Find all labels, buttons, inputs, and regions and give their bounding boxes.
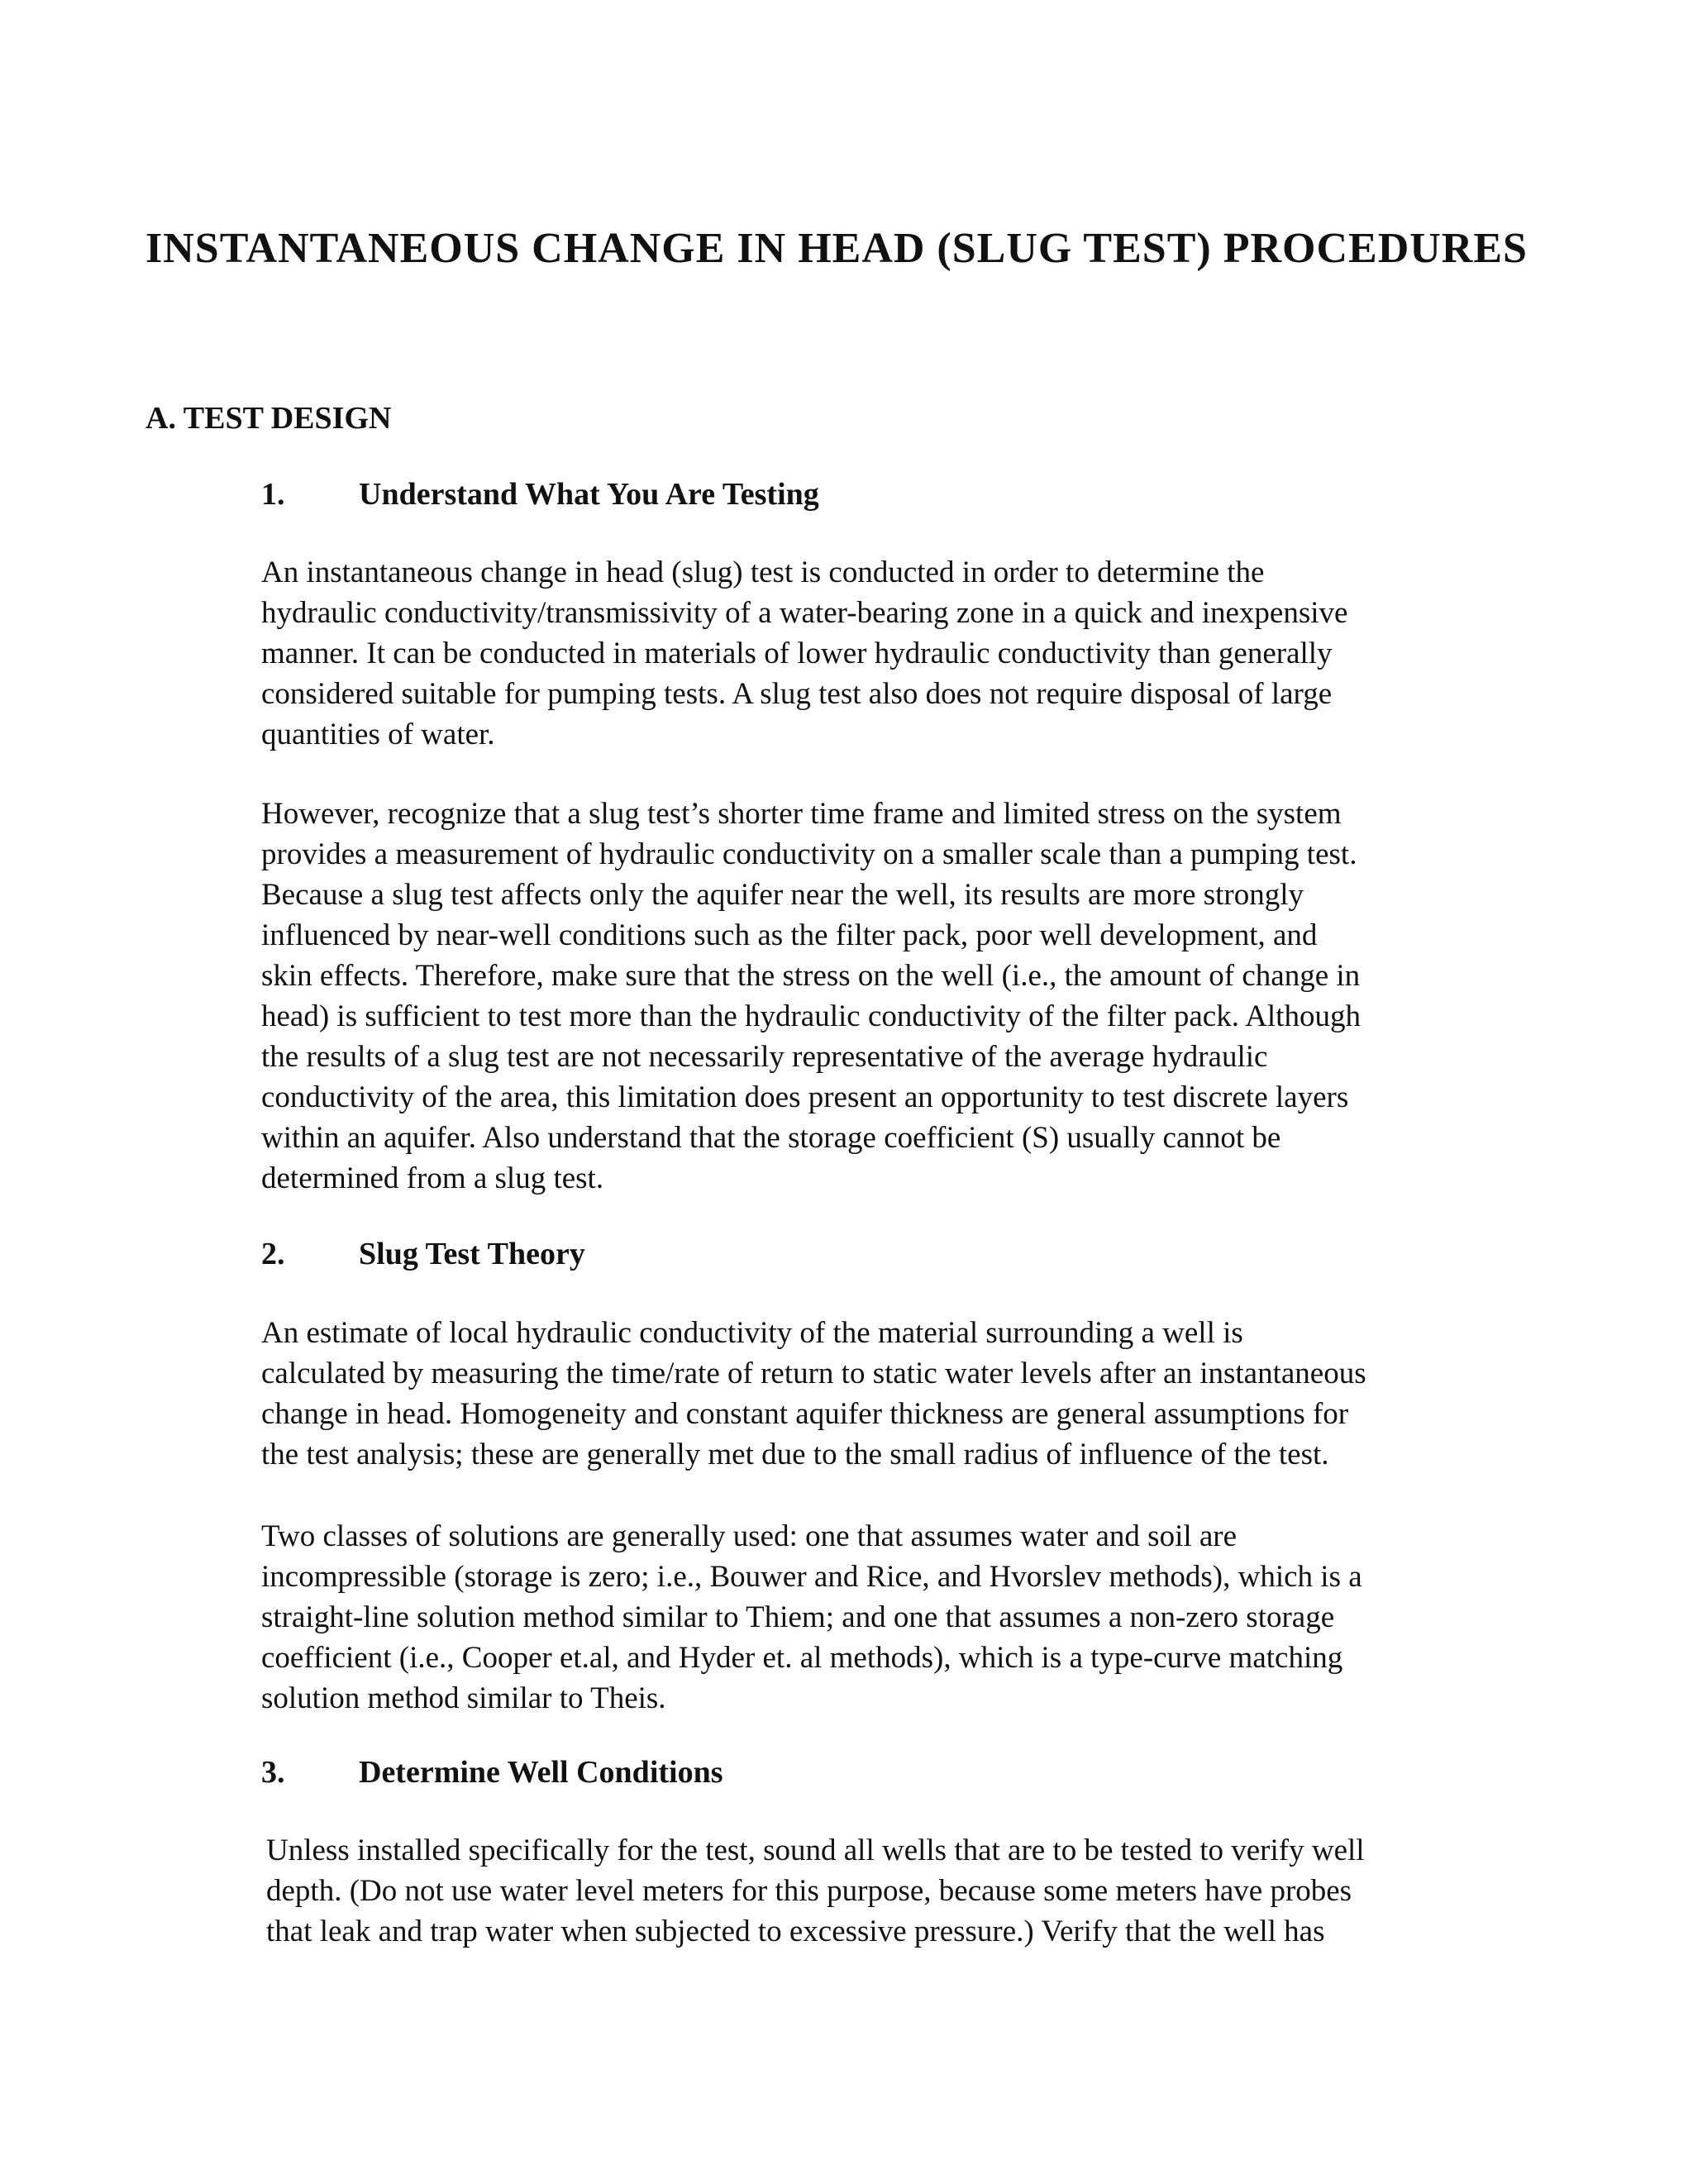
paragraph: [266, 1830, 1556, 1952]
paragraph-line: change in head. Homogeneity and constant aquifer thickness are general assumptions for: [261, 1397, 1349, 1431]
paragraph-line: An estimate of local hydraulic conductivity of the material surrounding a well is: [261, 1316, 1243, 1350]
paragraph-line: considered suitable for pumping tests. A slug test also does not require disposal of large: [261, 677, 1333, 711]
subsection-title: Determine Well Conditions: [359, 1755, 723, 1790]
paragraph: [261, 794, 1551, 1199]
paragraph-line: head) is sufficient to test more than the hydraulic conductivity of the filter pack. Although: [261, 999, 1361, 1033]
paragraph-line: hydraulic conductivity/transmissivity of a water-bearing zone in a quick and inexpensive: [261, 596, 1348, 630]
paragraph-line: manner. It can be conducted in materials of lower hydraulic conductivity than generally: [261, 637, 1333, 670]
paragraph-line: skin effects. Therefore, make sure that the stress on the well (i.e., the amount of change in: [261, 959, 1361, 993]
document-title: INSTANTANEOUS CHANGE IN HEAD (SLUG TEST) PROCEDURES: [145, 225, 1528, 272]
paragraph-line: within an aquifer. Also understand that the storage coefficient (S) usually cannot be: [261, 1121, 1281, 1155]
subsection-title: Understand What You Are Testing: [359, 477, 819, 512]
paragraph-line: that leak and trap water when subjected to excessive pressure.) Verify that the well has: [266, 1915, 1325, 1948]
section-heading: A. TEST DESIGN: [145, 401, 392, 436]
subsection-heading-1: [261, 476, 819, 513]
paragraph-line: the test analysis; these are generally met due to the small radius of influence of the test.: [261, 1438, 1329, 1471]
subsection-heading-2: [261, 1236, 585, 1272]
paragraph-line: Two classes of solutions are generally used: one that assumes water and soil are: [261, 1519, 1238, 1553]
paragraph-line: influenced by near-well conditions such as the filter pack, poor well development, and: [261, 918, 1318, 952]
paragraph-line: Because a slug test affects only the aquifer near the well, its results are more strongly: [261, 878, 1304, 912]
subsection-title: Slug Test Theory: [359, 1237, 585, 1271]
paragraph-line: provides a measurement of hydraulic conductivity on a smaller scale than a pumping test.: [261, 837, 1357, 871]
paragraph-line: depth. (Do not use water level meters for this purpose, because some meters have probes: [266, 1874, 1352, 1908]
subsection-heading-3: [261, 1754, 723, 1791]
paragraph-line: calculated by measuring the time/rate of return to static water levels after an instantaneous: [261, 1357, 1366, 1390]
paragraph-line: conductivity of the area, this limitation does present an opportunity to test discrete layers: [261, 1080, 1349, 1114]
paragraph-line: quantities of water.: [261, 718, 495, 751]
subsection-number: 1.: [261, 477, 285, 512]
paragraph-line: Unless installed specifically for the test, sound all wells that are to be tested to verify well: [266, 1834, 1365, 1867]
paragraph-line: determined from a slug test.: [261, 1161, 604, 1195]
subsection-number: 2.: [261, 1237, 285, 1271]
paragraph: [261, 1313, 1551, 1475]
paragraph-line: straight-line solution method similar to Thiem; and one that assumes a non-zero storage: [261, 1600, 1335, 1634]
paragraph-line: However, recognize that a slug test’s shorter time frame and limited stress on the system: [261, 797, 1342, 831]
paragraph-line: An instantaneous change in head (slug) test is conducted in order to determine the: [261, 556, 1265, 589]
subsection-number: 3.: [261, 1755, 285, 1790]
paragraph-line: coefficient (i.e., Cooper et.al, and Hyder et. al methods), which is a type-curve matching: [261, 1641, 1343, 1675]
paragraph: [261, 1516, 1551, 1719]
paragraph-line: the results of a slug test are not necessarily representative of the average hydraulic: [261, 1040, 1268, 1074]
paragraph: [261, 552, 1551, 755]
paragraph-line: solution method similar to Theis.: [261, 1681, 666, 1715]
paragraph-line: incompressible (storage is zero; i.e., Bouwer and Rice, and Hvorslev methods), which is a: [261, 1560, 1362, 1594]
